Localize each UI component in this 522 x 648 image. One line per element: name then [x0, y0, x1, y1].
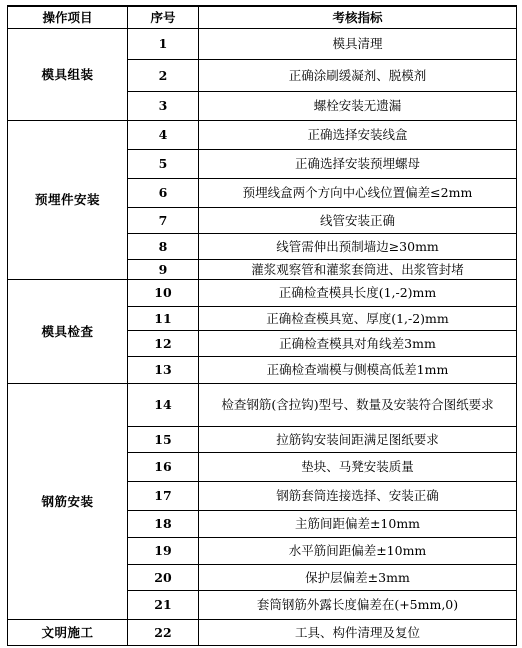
inspection-table [7, 5, 517, 646]
table-row [8, 28, 517, 59]
seq-cell: 16 [128, 452, 199, 481]
indicator-cell: 主筋间距偏差±10mm [199, 510, 517, 537]
seq-cell: 6 [128, 178, 199, 207]
seq-cell: 15 [128, 426, 199, 452]
indicator-cell: 正确检查模具对角线差3mm [199, 330, 517, 356]
indicator-cell: 水平筋间距偏差±10mm [199, 537, 517, 564]
seq-cell: 19 [128, 537, 199, 564]
category-cell: 模具检查 [8, 279, 128, 383]
seq-cell: 8 [128, 233, 199, 259]
indicator-cell: 拉筋钩安装间距满足图纸要求 [199, 426, 517, 452]
seq-cell: 17 [128, 481, 199, 510]
indicator-cell: 模具清理 [199, 28, 517, 59]
seq-cell: 14 [128, 383, 199, 426]
table-body [8, 28, 517, 645]
indicator-cell: 保护层偏差±3mm [199, 564, 517, 590]
table-row [8, 279, 517, 306]
category-cell: 模具组装 [8, 28, 128, 120]
seq-cell: 5 [128, 149, 199, 178]
header-category: 操作项目 [8, 6, 128, 28]
indicator-cell: 正确检查模具宽、厚度(1,-2)mm [199, 306, 517, 330]
category-cell: 文明施工 [8, 619, 128, 645]
header-row [8, 6, 517, 28]
indicator-cell: 检查钢筋(含拉钩)型号、数量及安装符合图纸要求 [199, 383, 517, 426]
table-row [8, 619, 517, 645]
seq-cell: 21 [128, 590, 199, 619]
indicator-cell: 正确检查模具长度(1,-2)mm [199, 279, 517, 306]
seq-cell: 11 [128, 306, 199, 330]
seq-cell: 12 [128, 330, 199, 356]
indicator-cell: 正确涂刷缓凝剂、脱模剂 [199, 59, 517, 91]
seq-cell: 10 [128, 279, 199, 306]
seq-cell: 22 [128, 619, 199, 645]
seq-cell: 2 [128, 59, 199, 91]
indicator-cell: 套筒钢筋外露长度偏差在(+5mm,0) [199, 590, 517, 619]
seq-cell: 18 [128, 510, 199, 537]
seq-cell: 20 [128, 564, 199, 590]
header-indicator: 考核指标 [199, 6, 517, 28]
category-cell: 钢筋安装 [8, 383, 128, 619]
table-row [8, 120, 517, 149]
header-seq: 序号 [128, 6, 199, 28]
seq-cell: 3 [128, 91, 199, 120]
indicator-cell: 灌浆观察管和灌浆套筒进、出浆管封堵 [199, 259, 517, 279]
category-cell: 预埋件安装 [8, 120, 128, 279]
indicator-cell: 预埋线盒两个方向中心线位置偏差≤2mm [199, 178, 517, 207]
indicator-cell: 线管需伸出预制墙边≥30mm [199, 233, 517, 259]
indicator-cell: 垫块、马凳安装质量 [199, 452, 517, 481]
indicator-cell: 正确检查端模与侧模高低差1mm [199, 356, 517, 383]
seq-cell: 9 [128, 259, 199, 279]
indicator-cell: 线管安装正确 [199, 207, 517, 233]
indicator-cell: 工具、构件清理及复位 [199, 619, 517, 645]
indicator-cell: 钢筋套筒连接选择、安装正确 [199, 481, 517, 510]
seq-cell: 1 [128, 28, 199, 59]
indicator-cell: 螺栓安装无遗漏 [199, 91, 517, 120]
indicator-cell: 正确选择安装线盒 [199, 120, 517, 149]
seq-cell: 7 [128, 207, 199, 233]
seq-cell: 4 [128, 120, 199, 149]
seq-cell: 13 [128, 356, 199, 383]
table-row [8, 383, 517, 426]
indicator-cell: 正确选择安装预埋螺母 [199, 149, 517, 178]
